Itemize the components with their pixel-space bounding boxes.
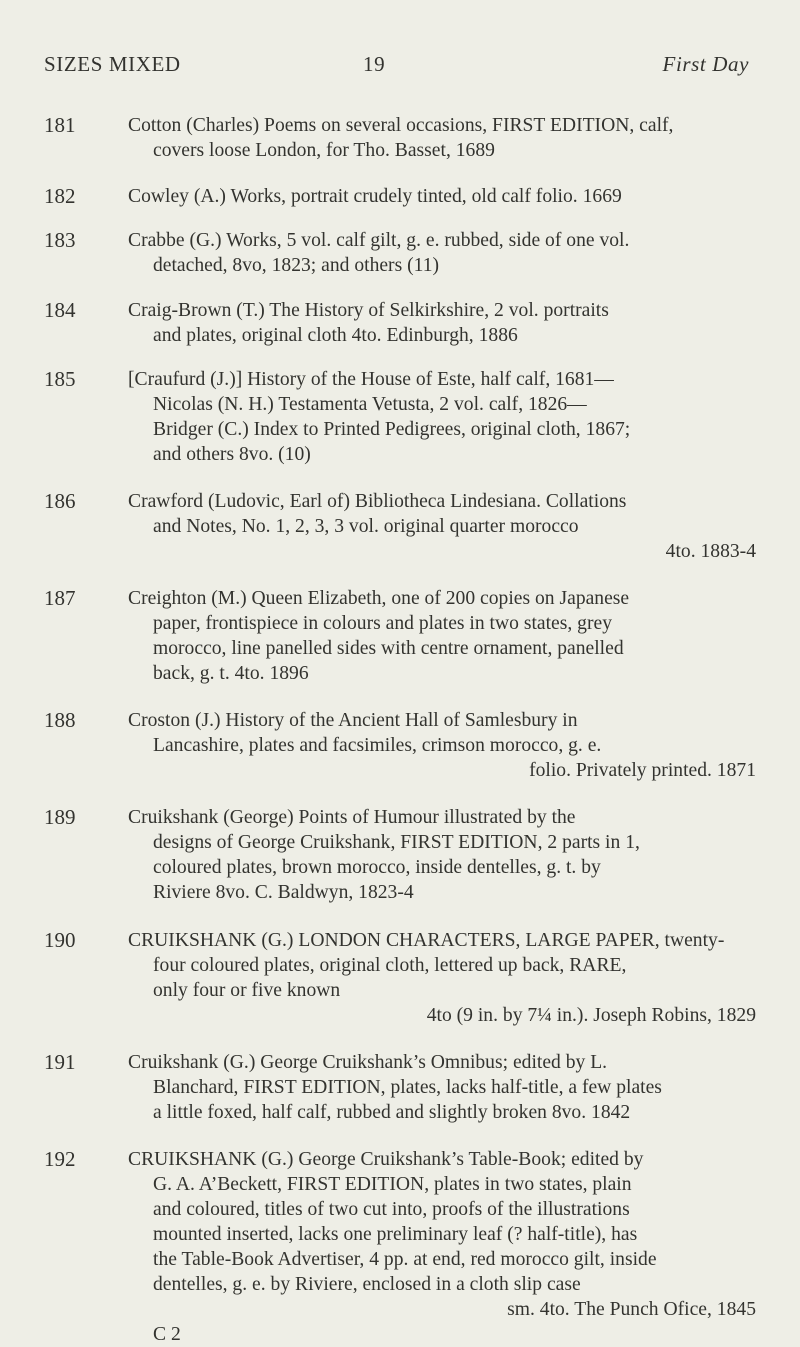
lot-line: 4to (9 in. by 7¼ in.). Joseph Robins, 1829 (426, 1005, 756, 1026)
lot-line: back, g. t. 4to. 1896 (153, 663, 309, 684)
lot-number: 189 (44, 805, 76, 829)
header-day: First Day (662, 52, 749, 76)
lot-line: Cruikshank (G.) George Cruikshank’s Omnibus; edited by L. (128, 1052, 608, 1073)
lot-line: folio. Privately printed. 1871 (529, 760, 756, 781)
lot-line: the Table-Book Advertiser, 4 pp. at end, red morocco gilt, inside (153, 1249, 657, 1270)
lot-line: morocco, line panelled sides with centre ornament, panelled (153, 638, 624, 659)
lot-number: 192 (44, 1147, 76, 1171)
lot-description (128, 586, 756, 686)
lot-entry (44, 708, 756, 783)
lot-line: only four or five known (153, 980, 341, 1001)
lot-line: Bridger (C.) Index to Printed Pedigrees, original cloth, 1867; (153, 419, 631, 440)
lot-line: [Craufurd (J.)] History of the House of Este, half calf, 1681— (128, 369, 614, 390)
lot-line: Craig-Brown (T.) The History of Selkirkshire, 2 vol. portraits (128, 300, 609, 321)
lot-line: detached, 8vo, 1823; and others (11) (153, 255, 440, 276)
lot-number: 190 (44, 928, 76, 952)
lot-entry (44, 367, 756, 467)
signature-mark: C 2 (153, 1324, 181, 1345)
lot-description (128, 298, 756, 348)
lot-entry (44, 586, 756, 686)
lot-number: 191 (44, 1050, 76, 1074)
lot-number: 187 (44, 586, 76, 610)
lot-line: 4to. 1883-4 (665, 541, 756, 562)
lot-line: Lancashire, plates and facsimiles, crimson morocco, g. e. (153, 735, 602, 756)
lot-entry (44, 113, 756, 163)
lot-line: and coloured, titles of two cut into, proofs of the illustrations (153, 1199, 630, 1220)
lot-entry (44, 489, 756, 564)
lot-number: 185 (44, 367, 76, 391)
lot-line: Nicolas (N. H.) Testamenta Vetusta, 2 vol. calf, 1826— (153, 394, 587, 415)
lot-line: Cruikshank (George) Points of Humour illustrated by the (128, 807, 576, 828)
lot-line: and plates, original cloth 4to. Edinburgh, 1886 (153, 325, 518, 346)
lot-line: Riviere 8vo. C. Baldwyn, 1823-4 (153, 882, 414, 903)
lot-line: Croston (J.) History of the Ancient Hall of Samlesbury in (128, 710, 578, 731)
lot-description (128, 928, 756, 1028)
lot-description (128, 489, 756, 564)
lot-line: four coloured plates, original cloth, lettered up back, RARE, (153, 955, 627, 976)
lot-line: mounted inserted, lacks one preliminary leaf (? half-title), has (153, 1224, 638, 1245)
lot-entry (44, 298, 756, 348)
lot-line: paper, frontispiece in colours and plates in two states, grey (153, 613, 612, 634)
lot-entry (44, 805, 756, 905)
lot-description (128, 1050, 756, 1125)
lot-description (128, 228, 756, 278)
lot-number: 181 (44, 113, 76, 137)
lot-number: 184 (44, 298, 76, 322)
lot-line: dentelles, g. e. by Riviere, enclosed in a cloth slip case (153, 1274, 581, 1295)
header-sizes-mixed: SIZES MIXED (44, 52, 181, 76)
lot-number: 183 (44, 228, 76, 252)
lot-line: Cowley (A.) Works, portrait crudely tinted, old calf folio. 1669 (128, 186, 622, 207)
lot-entry (44, 928, 756, 1028)
page-header (44, 52, 749, 82)
lot-line: a little foxed, half calf, rubbed and slightly broken 8vo. 1842 (153, 1102, 631, 1123)
lot-line: and Notes, No. 1, 2, 3, 3 vol. original quarter morocco (153, 516, 579, 537)
lot-description (128, 708, 756, 783)
lot-line: designs of George Cruikshank, FIRST EDITION, 2 parts in 1, (153, 832, 640, 853)
lot-description (128, 1147, 756, 1347)
lot-entry (44, 1050, 756, 1125)
lot-line: covers loose London, for Tho. Basset, 1689 (153, 140, 495, 161)
lot-number: 186 (44, 489, 76, 513)
lot-number: 188 (44, 708, 76, 732)
lot-line: Crabbe (G.) Works, 5 vol. calf gilt, g. e. rubbed, side of one vol. (128, 230, 630, 251)
lot-entry (44, 1147, 756, 1347)
lot-line: Cotton (Charles) Poems on several occasions, FIRST EDITION, calf, (128, 115, 674, 136)
page-number: 19 (363, 52, 386, 76)
lot-entry (44, 228, 756, 278)
lot-line: Crawford (Ludovic, Earl of) Bibliotheca Lindesiana. Collations (128, 491, 627, 512)
lot-line: Blanchard, FIRST EDITION, plates, lacks half-title, a few plates (153, 1077, 662, 1098)
lot-line: Creighton (M.) Queen Elizabeth, one of 200 copies on Japanese (128, 588, 630, 609)
lot-description (128, 805, 756, 905)
lot-description (128, 367, 756, 467)
lot-description (128, 113, 756, 163)
lot-line: CRUIKSHANK (G.) LONDON CHARACTERS, LARGE PAPER, twenty- (128, 930, 725, 951)
lot-description (128, 184, 756, 209)
lot-line: CRUIKSHANK (G.) George Cruikshank’s Table-Book; edited by (128, 1149, 644, 1170)
lot-line: sm. 4to. The Punch Ofice, 1845 (507, 1299, 756, 1320)
lot-line: and others 8vo. (10) (153, 444, 311, 465)
lot-line: coloured plates, brown morocco, inside dentelles, g. t. by (153, 857, 601, 878)
lot-entry (44, 184, 756, 209)
lot-number: 182 (44, 184, 76, 208)
lot-line: G. A. A’Beckett, FIRST EDITION, plates in two states, plain (153, 1174, 632, 1195)
